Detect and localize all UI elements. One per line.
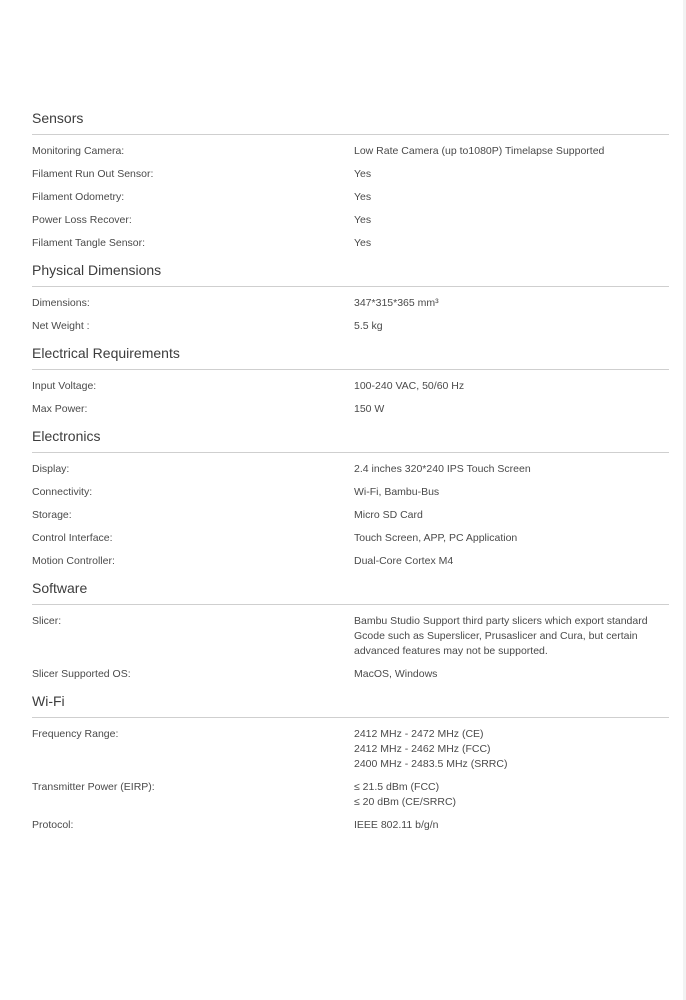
spec-rows [32, 605, 669, 692]
spec-row-protocol [32, 818, 669, 833]
spec-value: Wi-Fi, Bambu-Bus [354, 486, 440, 498]
spec-values [354, 379, 669, 394]
spec-value: Dual-Core Cortex M4 [354, 555, 454, 567]
spec-values [354, 190, 669, 205]
spec-label: Transmitter Power (EIRP): [32, 781, 155, 793]
section-electrical-requirements [32, 344, 669, 427]
spec-values [354, 508, 669, 523]
spec-label: Net Weight : [32, 320, 90, 332]
spec-row-max-power [32, 402, 669, 417]
spec-values [354, 462, 669, 477]
spec-label: Frequency Range: [32, 728, 119, 740]
spec-value: 2400 MHz - 2483.5 MHz (SRRC) [354, 758, 508, 770]
section-title: Wi-Fi [32, 692, 669, 718]
spec-row-slicer-supported-os [32, 667, 669, 682]
spec-value: ≤ 20 dBm (CE/SRRC) [354, 796, 457, 808]
spec-values [354, 213, 669, 228]
section-title: Electronics [32, 427, 669, 453]
section-sensors [32, 109, 669, 261]
spec-value: Low Rate Camera (up to1080P) Timelapse Supported [354, 145, 605, 157]
spec-row-connectivity [32, 485, 669, 500]
spec-value: Touch Screen, APP, PC Application [354, 532, 518, 544]
spec-label: Power Loss Recover: [32, 214, 132, 226]
spec-value: 2412 MHz - 2462 MHz (FCC) [354, 743, 491, 755]
spec-label: Control Interface: [32, 532, 113, 544]
spec-row-monitoring-camera [32, 144, 669, 159]
spec-value: ≤ 21.5 dBm (FCC) [354, 781, 440, 793]
spec-values [354, 780, 669, 810]
spec-values [354, 667, 669, 682]
spec-values [354, 554, 669, 569]
spec-label: Slicer Supported OS: [32, 668, 131, 680]
spec-row-filament-tangle-sensor [32, 236, 669, 251]
spec-row-filament-run-out-sensor [32, 167, 669, 182]
spec-values [354, 727, 669, 772]
spec-values [354, 144, 669, 159]
spec-sheet [32, 109, 669, 843]
section-title: Physical Dimensions [32, 261, 669, 287]
section-wi-fi [32, 692, 669, 843]
spec-values [354, 167, 669, 182]
spec-value: Yes [354, 191, 372, 203]
spec-value: 150 W [354, 403, 385, 415]
spec-rows [32, 718, 669, 843]
spec-label: Display: [32, 463, 70, 475]
spec-label: Dimensions: [32, 297, 90, 309]
spec-value: 347*315*365 mm³ [354, 297, 439, 309]
spec-row-storage [32, 508, 669, 523]
spec-value: MacOS, Windows [354, 668, 438, 680]
spec-row-power-loss-recover [32, 213, 669, 228]
spec-values [354, 319, 669, 334]
spec-label: Monitoring Camera: [32, 145, 125, 157]
spec-rows [32, 287, 669, 344]
spec-value: Micro SD Card [354, 509, 423, 521]
spec-value: 100-240 VAC, 50/60 Hz [354, 380, 465, 392]
spec-value: 5.5 kg [354, 320, 383, 332]
section-title: Electrical Requirements [32, 344, 669, 370]
spec-label: Filament Run Out Sensor: [32, 168, 154, 180]
spec-value: Yes [354, 237, 372, 249]
spec-row-transmitter-power-eirp [32, 780, 669, 810]
spec-values [354, 485, 669, 500]
spec-row-input-voltage [32, 379, 669, 394]
spec-values [354, 402, 669, 417]
spec-label: Motion Controller: [32, 555, 115, 567]
spec-row-control-interface [32, 531, 669, 546]
spec-rows [32, 453, 669, 579]
spec-label: Protocol: [32, 819, 74, 831]
spec-label: Filament Tangle Sensor: [32, 237, 146, 249]
spec-label: Slicer: [32, 615, 62, 627]
spec-row-motion-controller [32, 554, 669, 569]
spec-value: 2.4 inches 320*240 IPS Touch Screen [354, 463, 531, 475]
spec-values [354, 531, 669, 546]
spec-row-filament-odometry [32, 190, 669, 205]
spec-values [354, 614, 669, 659]
spec-values [354, 818, 669, 833]
spec-value: Bambu Studio Support third party slicers which export standard Gcode such as Superslicer, Prusaslicer and Cura, but certain advanced features may not be supported. [354, 615, 648, 657]
spec-row-display [32, 462, 669, 477]
spec-label: Connectivity: [32, 486, 93, 498]
section-electronics [32, 427, 669, 579]
spec-rows [32, 370, 669, 427]
spec-label: Storage: [32, 509, 72, 521]
spec-label: Input Voltage: [32, 380, 97, 392]
section-software [32, 579, 669, 692]
spec-row-dimensions [32, 296, 669, 311]
spec-values [354, 296, 669, 311]
spec-value: IEEE 802.11 b/g/n [354, 819, 439, 831]
section-title: Sensors [32, 109, 669, 135]
section-physical-dimensions [32, 261, 669, 344]
spec-label: Max Power: [32, 403, 88, 415]
spec-rows [32, 135, 669, 261]
spec-value: Yes [354, 168, 372, 180]
spec-row-slicer [32, 614, 669, 659]
spec-values [354, 236, 669, 251]
spec-value: 2412 MHz - 2472 MHz (CE) [354, 728, 484, 740]
spec-row-net-weight [32, 319, 669, 334]
spec-row-frequency-range [32, 727, 669, 772]
spec-label: Filament Odometry: [32, 191, 125, 203]
section-title: Software [32, 579, 669, 605]
spec-value: Yes [354, 214, 372, 226]
